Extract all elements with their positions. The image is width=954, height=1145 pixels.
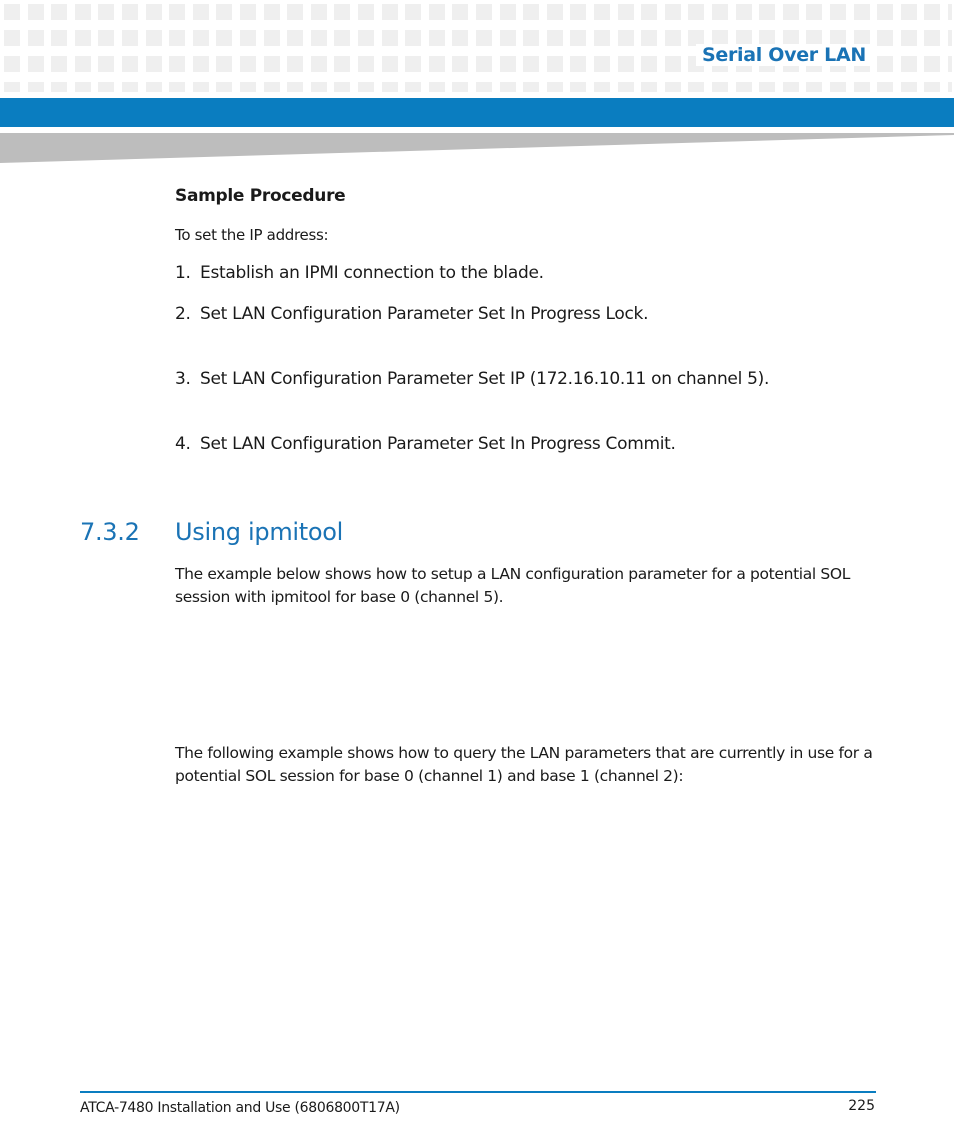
footer-document-title: ATCA-7480 Installation and Use (6806800T17A) xyxy=(80,1100,400,1116)
header-dot xyxy=(641,56,657,72)
header-dot xyxy=(452,82,468,92)
header-dot xyxy=(311,56,327,72)
header-dot xyxy=(122,56,138,72)
header-dot xyxy=(28,30,44,46)
header-dot xyxy=(523,4,539,20)
header-dot xyxy=(877,56,893,72)
header-dot xyxy=(28,56,44,72)
header-dot xyxy=(547,82,563,92)
header-dot xyxy=(712,82,728,92)
header-dot xyxy=(594,4,610,20)
header-dot xyxy=(51,4,67,20)
header-dot xyxy=(287,56,303,72)
header-dot xyxy=(4,4,20,20)
header-dot xyxy=(500,82,516,92)
header-dot xyxy=(98,4,114,20)
procedure-intro: To set the IP address: xyxy=(175,226,329,244)
header-dot xyxy=(169,82,185,92)
header-dot xyxy=(924,82,940,92)
header-dot xyxy=(547,56,563,72)
header-dot xyxy=(382,82,398,92)
header-dot xyxy=(736,82,752,92)
procedure-step-2 xyxy=(175,304,648,324)
step-number: 3. xyxy=(175,369,191,389)
footer-page-number: 225 xyxy=(848,1098,875,1114)
header-dot xyxy=(783,82,799,92)
header-dot xyxy=(358,56,374,72)
header-dot xyxy=(287,4,303,20)
step-number: 1. xyxy=(175,263,191,283)
header-dot xyxy=(405,82,421,92)
procedure-step-4 xyxy=(175,434,676,454)
header-dot xyxy=(358,4,374,20)
header-dot xyxy=(122,82,138,92)
header-dot xyxy=(169,30,185,46)
header-dot xyxy=(216,4,232,20)
header-dot xyxy=(334,30,350,46)
header-dot xyxy=(98,30,114,46)
header-dot xyxy=(51,56,67,72)
header-dot xyxy=(901,82,917,92)
header-dot xyxy=(429,56,445,72)
header-dot xyxy=(51,82,67,92)
footer-rule xyxy=(80,1091,876,1093)
header-dot xyxy=(500,30,516,46)
header-dot xyxy=(665,56,681,72)
header-dot xyxy=(665,30,681,46)
header-dot xyxy=(193,82,209,92)
header-dot xyxy=(334,4,350,20)
header-dot xyxy=(240,56,256,72)
header-dot xyxy=(358,30,374,46)
header-dot xyxy=(854,4,870,20)
header-dot xyxy=(570,4,586,20)
header-dot xyxy=(146,4,162,20)
header-dot xyxy=(193,30,209,46)
header-dot xyxy=(523,30,539,46)
header-dot xyxy=(264,4,280,20)
header-dot xyxy=(759,4,775,20)
header-dot xyxy=(240,82,256,92)
header-dot xyxy=(405,30,421,46)
header-dot xyxy=(429,82,445,92)
header-dot xyxy=(783,4,799,20)
procedure-step-1 xyxy=(175,263,544,283)
header-dot xyxy=(688,82,704,92)
header-dot xyxy=(641,30,657,46)
procedure-heading: Sample Procedure xyxy=(175,186,346,206)
header-dot xyxy=(854,82,870,92)
header-dot xyxy=(4,82,20,92)
header-dot xyxy=(193,4,209,20)
header-dot xyxy=(429,4,445,20)
header-dot xyxy=(98,56,114,72)
header-dot xyxy=(948,30,952,46)
header-dot xyxy=(806,82,822,92)
step-text: Establish an IPMI connection to the blade. xyxy=(200,263,544,283)
header-dot xyxy=(665,4,681,20)
header-dot xyxy=(476,30,492,46)
step-text: Set LAN Configuration Parameter Set In Progress Commit. xyxy=(200,434,676,454)
header-dot xyxy=(688,4,704,20)
section-paragraph-2: The following example shows how to query the LAN parameters that are currently in use for a potential SOL session for base 0 (channel 1) and base 1 (channel 2): xyxy=(175,744,873,785)
header-dot xyxy=(618,56,634,72)
header-dot xyxy=(547,4,563,20)
header-dot xyxy=(216,30,232,46)
header-dot xyxy=(476,56,492,72)
header-dot xyxy=(382,4,398,20)
header-dot xyxy=(618,4,634,20)
header-dot xyxy=(924,56,940,72)
header-dot xyxy=(169,56,185,72)
header-dot xyxy=(75,82,91,92)
header-dot xyxy=(594,82,610,92)
header-dot xyxy=(736,4,752,20)
header-dot xyxy=(358,82,374,92)
header-dot xyxy=(641,82,657,92)
header-dot xyxy=(641,4,657,20)
header-dot xyxy=(665,82,681,92)
header-dot xyxy=(51,30,67,46)
header-dot xyxy=(334,56,350,72)
header-dot xyxy=(98,82,114,92)
header-dot xyxy=(948,56,952,72)
header-dot xyxy=(452,4,468,20)
header-dot xyxy=(830,4,846,20)
header-dot xyxy=(901,4,917,20)
step-text: Set LAN Configuration Parameter Set IP (172.16.10.11 on channel 5). xyxy=(200,369,770,389)
header-dot xyxy=(500,4,516,20)
header-dot xyxy=(712,4,728,20)
header-dot xyxy=(877,30,893,46)
header-dot xyxy=(547,30,563,46)
header-dot xyxy=(382,56,398,72)
header-dot xyxy=(405,4,421,20)
header-dot xyxy=(500,56,516,72)
section-title: Using ipmitool xyxy=(175,518,344,546)
header-dot xyxy=(28,4,44,20)
header-dot xyxy=(452,30,468,46)
step-number: 2. xyxy=(175,304,191,324)
header-dot xyxy=(618,82,634,92)
header-dot xyxy=(523,82,539,92)
header-dot xyxy=(948,4,952,20)
header-dot xyxy=(4,56,20,72)
header-dot xyxy=(806,4,822,20)
section-paragraph-1: The example below shows how to setup a LAN configuration parameter for a potential SOL session with ipmitool for base 0 (channel 5). xyxy=(175,565,851,606)
header-dot xyxy=(311,30,327,46)
header-dot xyxy=(429,30,445,46)
header-dot xyxy=(287,30,303,46)
header-dot xyxy=(877,4,893,20)
header-dot xyxy=(901,30,917,46)
step-text: Set LAN Configuration Parameter Set In Progress Lock. xyxy=(200,304,649,324)
header-dot xyxy=(334,82,350,92)
header-dot xyxy=(523,56,539,72)
header-dot xyxy=(311,82,327,92)
header-dot xyxy=(264,56,280,72)
header-dot xyxy=(311,4,327,20)
header-dot xyxy=(146,30,162,46)
header-dot xyxy=(264,30,280,46)
procedure-step-3 xyxy=(175,369,769,389)
header-dot xyxy=(877,82,893,92)
header-dot xyxy=(476,82,492,92)
header-dot xyxy=(901,56,917,72)
header-dot xyxy=(193,56,209,72)
header-section-title: Serial Over LAN xyxy=(696,44,872,66)
section-number: 7.3.2 xyxy=(80,518,140,546)
header-dot xyxy=(594,30,610,46)
header-dot xyxy=(287,82,303,92)
header-dot xyxy=(570,30,586,46)
header-dot xyxy=(570,56,586,72)
header-dot xyxy=(382,30,398,46)
header-dot xyxy=(4,30,20,46)
header-dot xyxy=(75,56,91,72)
header-dot xyxy=(75,30,91,46)
header-dot xyxy=(240,4,256,20)
header-dot xyxy=(924,4,940,20)
header-dot xyxy=(476,4,492,20)
header-dot xyxy=(264,82,280,92)
header-dot xyxy=(146,82,162,92)
header-dot xyxy=(28,82,44,92)
header-dot xyxy=(405,56,421,72)
header-dot xyxy=(216,82,232,92)
header-dot xyxy=(594,56,610,72)
header-dot xyxy=(948,82,952,92)
step-number: 4. xyxy=(175,434,191,454)
header-dot xyxy=(924,30,940,46)
header-dot xyxy=(216,56,232,72)
header-dot xyxy=(240,30,256,46)
header-dot xyxy=(618,30,634,46)
header-dot xyxy=(122,4,138,20)
header-blue-band xyxy=(0,98,954,127)
header-dot xyxy=(146,56,162,72)
header-dot xyxy=(122,30,138,46)
header-dot xyxy=(452,56,468,72)
header-dot xyxy=(570,82,586,92)
header-dot xyxy=(759,82,775,92)
header-dot xyxy=(830,82,846,92)
header-grey-wedge xyxy=(0,127,954,163)
header-dot xyxy=(169,4,185,20)
header-dot xyxy=(75,4,91,20)
